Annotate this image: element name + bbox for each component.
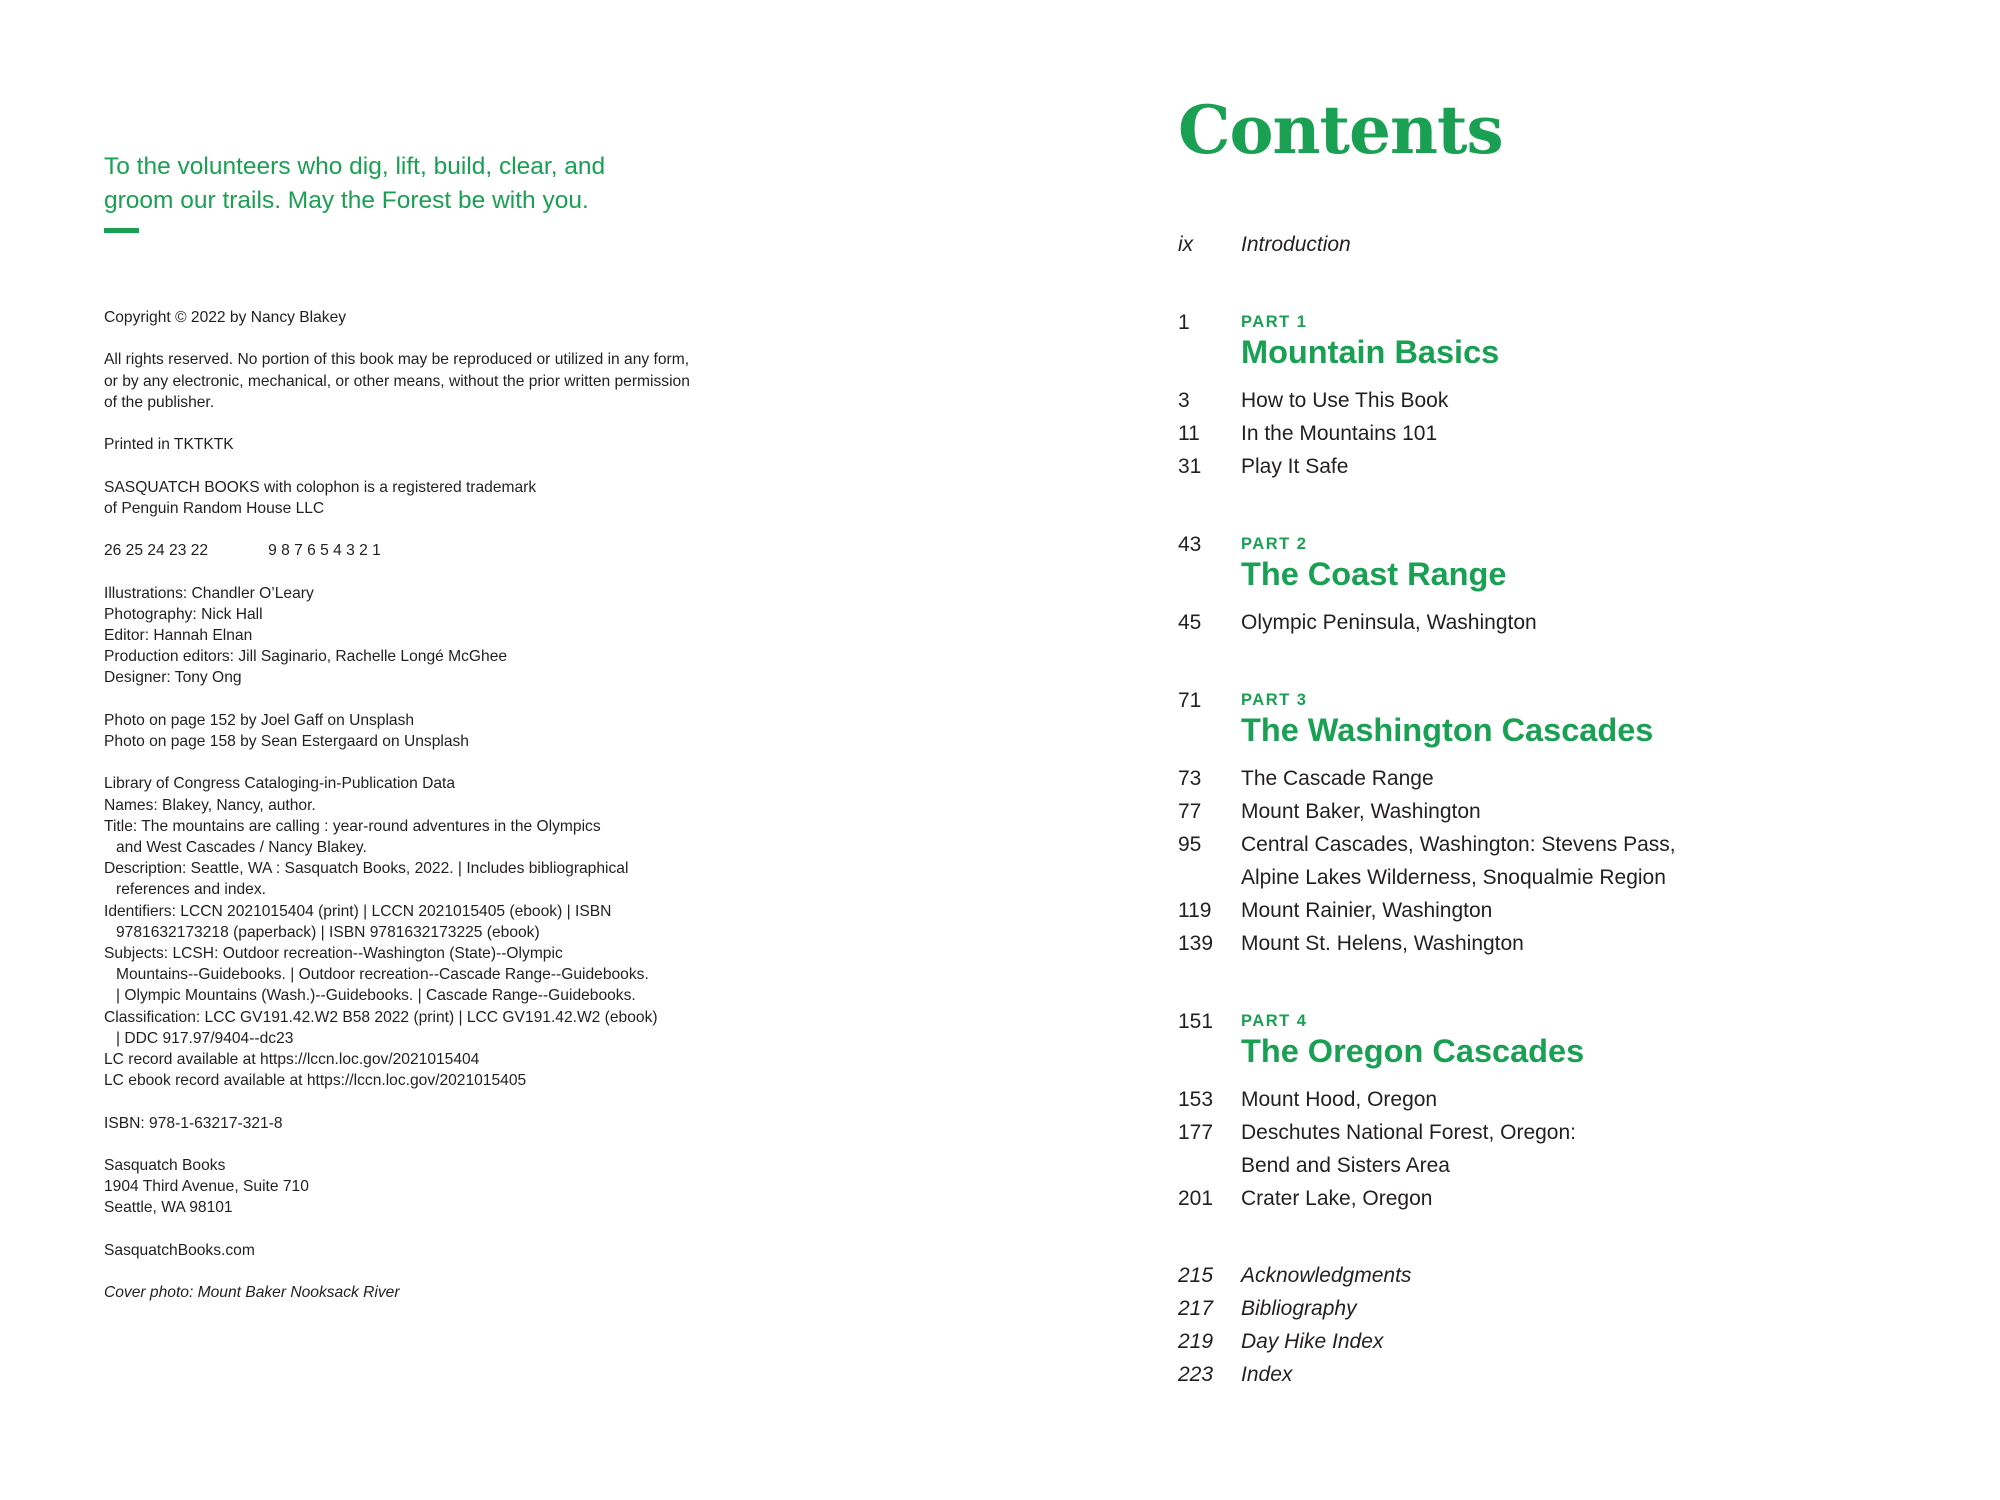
- toc-entry-title-line: The Cascade Range: [1241, 767, 1434, 790]
- toc-entry-back-matter[interactable]: [1178, 1292, 1357, 1325]
- credit-line: Photography: Nick Hall: [104, 605, 263, 623]
- toc-entry-title: [1241, 1182, 1432, 1215]
- printed-in: [104, 434, 804, 455]
- toc-page-number: 11: [1178, 422, 1200, 445]
- toc-entry-back-matter[interactable]: [1178, 1259, 1411, 1292]
- toc-entry-title: [1241, 1325, 1383, 1358]
- address-line: 1904 Third Avenue, Suite 710: [104, 1178, 309, 1196]
- toc-page-number: 119: [1178, 899, 1212, 922]
- toc-entry-title-line: In the Mountains 101: [1241, 422, 1438, 445]
- toc-entry-title-line: Deschutes National Forest, Oregon:: [1241, 1121, 1576, 1144]
- cover-photo-line: Cover photo: Mount Baker Nooksack River: [104, 1284, 400, 1302]
- toc-page-number: 177: [1178, 1121, 1214, 1144]
- trademark-notice: [104, 477, 804, 519]
- toc-page-number: 215: [1178, 1264, 1214, 1287]
- toc-page-number: 217: [1178, 1297, 1214, 1320]
- toc-page-number: 45: [1178, 611, 1202, 634]
- isbn: [104, 1113, 804, 1134]
- toc-entry-back-matter[interactable]: [1178, 1325, 1383, 1358]
- credit-line: Production editors: Jill Saginario, Rachelle Longé McGhee: [104, 648, 508, 666]
- toc-entry[interactable]: [1178, 606, 1537, 639]
- toc-page-number: 201: [1178, 1187, 1214, 1210]
- toc-entry-title: [1241, 417, 1437, 450]
- toc-entry-title-line: Mount St. Helens, Washington: [1241, 932, 1524, 955]
- cip-line: | DDC 917.97/9404--dc23: [116, 1029, 294, 1047]
- toc-entry-title: [1241, 927, 1524, 960]
- toc-entry[interactable]: [1178, 1083, 1437, 1116]
- part-label: PART 2: [1241, 535, 1308, 553]
- cip-line: and West Cascades / Nancy Blakey.: [116, 838, 367, 856]
- toc-page-number: 77: [1178, 800, 1202, 823]
- cip-line: references and index.: [116, 881, 266, 899]
- dedication-line: groom our trails. May the Forest be with you.: [104, 187, 589, 214]
- toc-entry-title-line: Olympic Peninsula, Washington: [1241, 611, 1537, 634]
- address-line: Seattle, WA 98101: [104, 1199, 233, 1217]
- toc-entry[interactable]: [1178, 450, 1348, 483]
- toc-page-number: 31: [1178, 455, 1202, 478]
- printed-line: Printed in TKTKTK: [104, 436, 234, 454]
- cip-line: Description: Seattle, WA : Sasquatch Books, 2022. | Includes bibliographical: [104, 860, 629, 878]
- toc-page-number: 219: [1178, 1330, 1214, 1353]
- toc-page-number: 153: [1178, 1088, 1214, 1111]
- credit-line: Editor: Hannah Elnan: [104, 626, 253, 644]
- toc-entry[interactable]: [1178, 894, 1492, 927]
- copyright-notice: [104, 307, 804, 328]
- toc-entry-introduction[interactable]: [1178, 228, 1351, 261]
- part-label: PART 1: [1241, 313, 1308, 331]
- cover-photo-credit: [104, 1282, 804, 1303]
- toc-entry-title: [1241, 762, 1434, 795]
- toc-entry-title-line: Mount Hood, Oregon: [1241, 1088, 1438, 1111]
- dedication-rule: [104, 228, 139, 233]
- toc-entry[interactable]: [1178, 384, 1448, 417]
- part-label: PART 3: [1241, 691, 1308, 709]
- toc-page-number: 3: [1178, 389, 1190, 412]
- cip-line: Classification: LCC GV191.42.W2 B58 2022 (print) | LCC GV191.42.W2 (ebook): [104, 1008, 658, 1026]
- part-label: PART 4: [1241, 1012, 1308, 1030]
- toc-entry-title-line: Day Hike Index: [1241, 1330, 1384, 1353]
- rights-line: All rights reserved. No portion of this book may be reproduced or utilized in any form,: [104, 351, 690, 369]
- credit-line: Illustrations: Chandler O’Leary: [104, 584, 314, 602]
- cip-line: Library of Congress Cataloging-in-Publication Data: [104, 775, 456, 793]
- website-line: SasquatchBooks.com: [104, 1241, 255, 1259]
- part-page-number: 1: [1178, 311, 1190, 334]
- toc-entry-title: [1241, 228, 1351, 261]
- isbn-line: ISBN: 978-1-63217-321-8: [104, 1114, 283, 1132]
- toc-entry-title-line: Index: [1241, 1363, 1293, 1386]
- toc-entry[interactable]: [1178, 795, 1481, 828]
- cip-line: Mountains--Guidebooks. | Outdoor recreation--Cascade Range--Guidebooks.: [116, 966, 649, 984]
- toc-entry[interactable]: [1178, 417, 1437, 450]
- toc-page-number: ix: [1178, 233, 1194, 256]
- rights-line: of the publisher.: [104, 393, 215, 411]
- cip-line: Subjects: LCSH: Outdoor recreation--Washington (State)--Olympic: [104, 944, 563, 962]
- cip-line: LC record available at https://lccn.loc.gov/2021015404: [104, 1051, 480, 1068]
- photo-credit-line: Photo on page 152 by Joel Gaff on Unsplash: [104, 711, 415, 729]
- toc-entry-title: [1241, 450, 1348, 483]
- rights-statement: [104, 349, 804, 413]
- credits: [104, 583, 804, 689]
- photo-credit-line: Photo on page 158 by Sean Estergaard on Unsplash: [104, 732, 469, 750]
- printing-codes: [104, 540, 804, 561]
- toc-entry[interactable]: [1178, 1116, 1576, 1182]
- cip-line: Names: Blakey, Nancy, author.: [104, 796, 316, 814]
- trademark-line: SASQUATCH BOOKS with colophon is a registered trademark: [104, 478, 537, 496]
- publisher-website: [104, 1240, 804, 1261]
- toc-entry-back-matter[interactable]: [1178, 1358, 1292, 1391]
- part-title[interactable]: The Coast Range: [1241, 556, 1507, 592]
- contents-title: Contents: [1178, 91, 1503, 169]
- toc-entry-title-line: Alpine Lakes Wilderness, Snoqualmie Region: [1241, 866, 1666, 889]
- cip-data: [104, 773, 804, 1091]
- rights-line: or by any electronic, mechanical, or other means, without the prior written permission: [104, 372, 690, 390]
- toc-entry[interactable]: [1178, 1182, 1432, 1215]
- toc-entry-title-line: Acknowledgments: [1241, 1264, 1412, 1287]
- cip-line: Title: The mountains are calling : year-round adventures in the Olympics: [104, 817, 601, 835]
- part-title[interactable]: The Oregon Cascades: [1241, 1033, 1585, 1069]
- part-title[interactable]: Mountain Basics: [1241, 334, 1500, 370]
- toc-entry-title: [1241, 1083, 1437, 1116]
- toc-entry[interactable]: [1178, 828, 1676, 894]
- toc-entry-title: [1241, 894, 1492, 927]
- year-codes: 26 25 24 23 22: [104, 542, 209, 560]
- toc-entry-title-line: Mount Rainier, Washington: [1241, 899, 1493, 922]
- dedication: [104, 150, 744, 218]
- toc-page-number: 223: [1178, 1363, 1214, 1386]
- cip-line: | Olympic Mountains (Wash.)--Guidebooks. | Cascade Range--Guidebooks.: [116, 987, 636, 1005]
- toc-page-number: 95: [1178, 833, 1202, 856]
- part-page-number: 151: [1178, 1010, 1214, 1033]
- toc-entry-title: [1241, 1116, 1576, 1182]
- dedication-line: To the volunteers who dig, lift, build, clear, and: [104, 153, 606, 180]
- address-line: Sasquatch Books: [104, 1156, 226, 1174]
- copyright-page: [104, 307, 804, 1325]
- toc-entry[interactable]: [1178, 762, 1434, 795]
- part-page-number: 71: [1178, 689, 1202, 712]
- toc-entry-title: [1241, 795, 1481, 828]
- toc-entry-title: [1241, 384, 1448, 417]
- photo-credits: [104, 710, 804, 752]
- part-title[interactable]: The Washington Cascades: [1241, 712, 1654, 748]
- toc-page-number: 139: [1178, 932, 1214, 955]
- toc-entry-title: [1241, 606, 1537, 639]
- toc-entry-title-line: Play It Safe: [1241, 455, 1349, 478]
- printing-number-codes: 9 8 7 6 5 4 3 2 1: [268, 542, 381, 560]
- cip-line: Identifiers: LCCN 2021015404 (print) | LCCN 2021015405 (ebook) | ISBN: [104, 902, 612, 920]
- toc-entry-title-line: Central Cascades, Washington: Stevens Pass,: [1241, 833, 1676, 856]
- trademark-line: of Penguin Random House LLC: [104, 499, 325, 517]
- toc-entry-title-line: How to Use This Book: [1241, 389, 1449, 412]
- toc-entry-title-line: Mount Baker, Washington: [1241, 800, 1481, 823]
- cip-line: LC ebook record available at https://lccn.loc.gov/2021015405: [104, 1072, 527, 1090]
- toc-entry-title: [1241, 1292, 1357, 1325]
- toc-entry-title: [1241, 1358, 1292, 1391]
- credit-line: Designer: Tony Ong: [104, 669, 242, 687]
- toc-entry-title: [1241, 828, 1676, 894]
- publisher-address: [104, 1155, 804, 1219]
- toc-page-number: 73: [1178, 767, 1202, 790]
- cip-line: 9781632173218 (paperback) | ISBN 9781632173225 (ebook): [116, 923, 540, 941]
- toc-entry-title-line: Introduction: [1241, 233, 1351, 256]
- toc-entry-title: [1241, 1259, 1411, 1292]
- toc-entry[interactable]: [1178, 927, 1524, 960]
- toc-entry-title-line: Bend and Sisters Area: [1241, 1154, 1450, 1177]
- part-page-number: 43: [1178, 533, 1202, 556]
- toc-entry-title-line: Bibliography: [1241, 1297, 1357, 1320]
- copyright-line: Copyright © 2022 by Nancy Blakey: [104, 309, 347, 326]
- toc-entry-title-line: Crater Lake, Oregon: [1241, 1187, 1433, 1210]
